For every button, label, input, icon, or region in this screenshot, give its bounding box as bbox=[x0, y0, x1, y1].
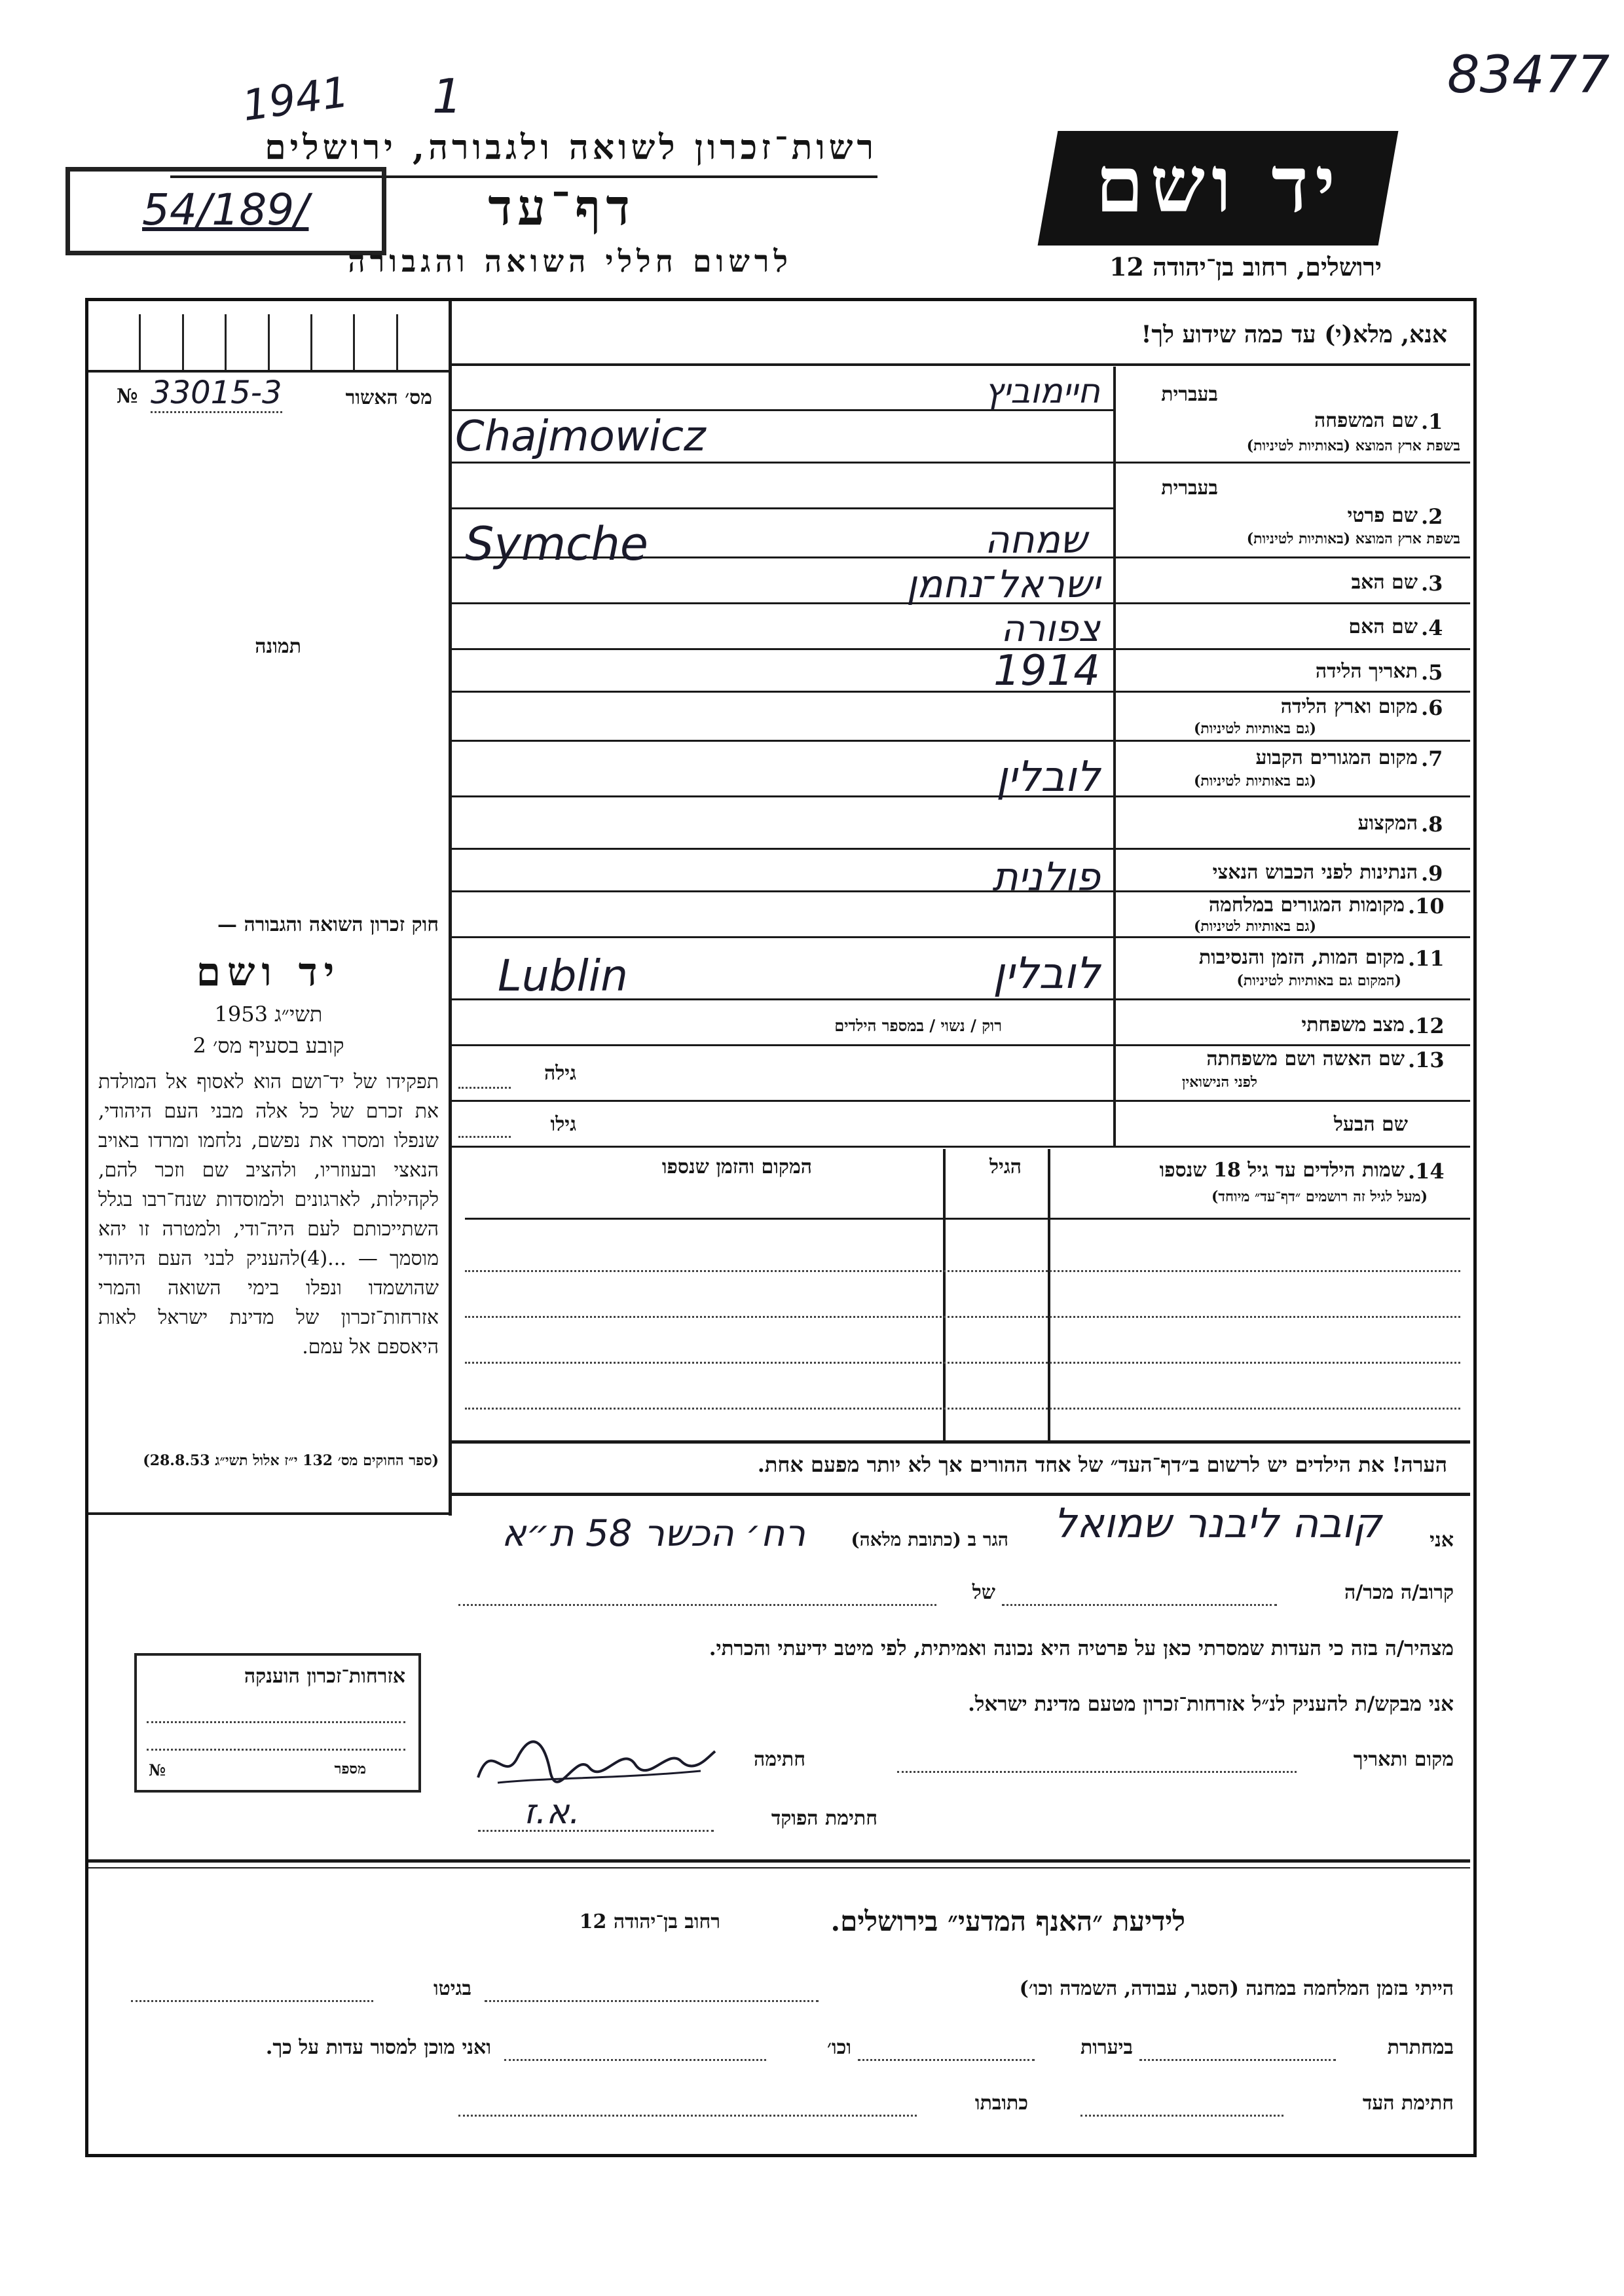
father-name-label: שם האב bbox=[1351, 571, 1418, 594]
num-12: .12 bbox=[1408, 1013, 1445, 1038]
num-7: .7 bbox=[1421, 746, 1443, 771]
children-col-rule-2 bbox=[943, 1149, 946, 1440]
citizenship-number-prefix: № bbox=[149, 1760, 166, 1779]
law-text: תפקידו של יד־ושם הוא לאסוף אל המולדת את זכרם של כל אלה מבני העם היהודי, שנפלו ומסרו את נפשם, נלחמו ומרדו באויב הנאצי ובעוזריו, ולהציב שם וזכר להם, לקהילות, לארגונים ולמוסדות שנח־רבו בגלל השתייכותם לעם היה־ודי, ולמטרה זו יהא מוסמך — ...(4)להעניק לבני העם היהודי שהושמדו ונפלו בימי השואה והמרי אזרחות־זכרון של מדינת ישראל לאות היאספם אל עמם. bbox=[98, 1070, 439, 1358]
of-line bbox=[458, 1604, 936, 1606]
children-header-rule bbox=[465, 1218, 1470, 1220]
relation-line bbox=[1002, 1604, 1277, 1606]
officer-signature-value: א.ז. bbox=[524, 1793, 580, 1832]
of-label: של bbox=[972, 1581, 995, 1604]
note-top-rule bbox=[452, 1440, 1470, 1444]
row-rule-2b bbox=[452, 507, 1113, 509]
witness-signature-line bbox=[1080, 2115, 1283, 2117]
signature-scribble bbox=[471, 1732, 720, 1791]
witness-address-line bbox=[458, 2115, 917, 2117]
signature-label: חתימה bbox=[754, 1748, 805, 1771]
nationality-label: הנתינות לפני הכבוש הנאצי bbox=[1212, 861, 1418, 884]
registration-stamp bbox=[65, 167, 386, 255]
residence-value: לובלין bbox=[996, 753, 1100, 801]
photo-label: תמונה bbox=[255, 635, 301, 658]
wife-name-sub: לפני הנישואין bbox=[1181, 1074, 1257, 1091]
left-top-rule bbox=[88, 370, 449, 373]
war-residence-sub: (גם באותיות לטיניות) bbox=[1193, 918, 1316, 935]
underground-line bbox=[1139, 2059, 1336, 2061]
instruction-rule bbox=[452, 363, 1470, 366]
form-title: דף־עד bbox=[488, 178, 635, 236]
address-value: רח׳ הכשר 58 ת״א bbox=[502, 1512, 805, 1555]
handwritten-year: 1941 bbox=[239, 68, 352, 131]
logo-text: יד ושם bbox=[1095, 139, 1342, 230]
citizenship-number-label: מספר bbox=[334, 1760, 366, 1777]
permit-value: 33015-3 bbox=[151, 374, 282, 413]
first-name-latin-value: Symche bbox=[465, 517, 648, 571]
birth-place-sub: (גם באותיות לטיניות) bbox=[1193, 720, 1316, 737]
bottom-section-rule bbox=[88, 1859, 1470, 1863]
ready-statement: ואני מוכן למסור עדות על כך. bbox=[265, 2036, 491, 2059]
declarant-label: אני bbox=[1430, 1529, 1454, 1552]
corner-number: 83477 bbox=[1447, 46, 1610, 105]
declarant-value: קובה ליבנר שמואל bbox=[1053, 1499, 1382, 1547]
address-line: ירושלים, רחוב בן־יהודה 12 bbox=[1109, 252, 1382, 282]
family-name-latin-note: בשפת ארץ המוצא (באותיות לטיניות) bbox=[1246, 437, 1460, 454]
permit-prefix: № bbox=[117, 385, 138, 408]
num-8: .8 bbox=[1421, 812, 1443, 837]
digit-boxes bbox=[98, 314, 439, 370]
address-label: הגר ב (כתובת מלאה) bbox=[851, 1529, 1008, 1550]
first-name-hebrew-value: שמחה bbox=[984, 517, 1087, 562]
first-name-label: שם פרטי bbox=[1347, 504, 1418, 527]
children-place-column: המקום והזמן שנספו bbox=[661, 1156, 812, 1178]
witness-signature-label: חתימת העד bbox=[1362, 2092, 1454, 2115]
citizenship-box-title: אזרחות־זכרון הוענקה bbox=[244, 1665, 405, 1688]
declarant-signature bbox=[471, 1732, 720, 1791]
birth-date-value: 1914 bbox=[993, 647, 1100, 695]
children-label: שמות הילדים עד גיל 18 שנספו bbox=[1159, 1159, 1405, 1182]
stamp-number: 54/189/ bbox=[142, 185, 309, 235]
first-name-latin-note: בשפת ארץ המוצא (באותיות לטיניות) bbox=[1246, 530, 1460, 547]
death-place-hebrew: לובלין bbox=[993, 948, 1100, 998]
residence-label: מקום המגורים הקבוע bbox=[1255, 746, 1418, 769]
etc-label: וכו׳ bbox=[827, 2036, 851, 2059]
marital-status-label: מצב משפחתי bbox=[1301, 1013, 1405, 1036]
instruction: אנא, מלא(י) עד כמה שידוע לך! bbox=[1141, 321, 1447, 348]
forests-line bbox=[858, 2059, 1035, 2061]
ghetto-label: בגיטו bbox=[433, 1977, 471, 2000]
bottom-heading: לידיעת ״האנף המדעי״ בירושלים. bbox=[830, 1905, 1185, 1937]
permit-label: מס׳ האשור bbox=[345, 386, 432, 409]
citizenship-box bbox=[134, 1653, 421, 1793]
citizenship-line-1 bbox=[147, 1721, 405, 1723]
note-bottom-rule bbox=[452, 1493, 1470, 1496]
children-sub: (מעל לגיל זה רושמים ״דף־עד״ מיוחד) bbox=[1211, 1188, 1428, 1205]
handwritten-number: 1 bbox=[432, 69, 462, 124]
relation-label: קרוב/ה מכר/ה bbox=[1344, 1581, 1454, 1604]
num-3: .3 bbox=[1421, 571, 1443, 596]
officer-signature-line bbox=[478, 1830, 714, 1832]
row-rule-13 bbox=[452, 1100, 1470, 1102]
forests-label: ביערות bbox=[1080, 2036, 1133, 2059]
children-row-4 bbox=[465, 1408, 1460, 1410]
num-1: .1 bbox=[1421, 409, 1443, 434]
num-2: .2 bbox=[1421, 504, 1443, 529]
num-4: .4 bbox=[1421, 615, 1443, 640]
labels-column-divider bbox=[1113, 367, 1116, 1146]
request: אני מבקש/ת להעניק לנ״ל אזרחות־זכרון מטעם מדינת ישראל. bbox=[968, 1692, 1454, 1716]
citizenship-line-2 bbox=[147, 1749, 405, 1751]
row-rule-8 bbox=[452, 848, 1470, 850]
law-clause: קובע בסעיף מס׳ 2 bbox=[193, 1033, 344, 1058]
underground-label: במחתרת bbox=[1387, 2036, 1454, 2059]
children-col-rule-1 bbox=[1048, 1149, 1050, 1440]
statement: מצהיר/ה בזה כי העדות שמסרתי כאן על פרטיה היא נכונה ואמיתית, לפי מיטב ידיעתי והכרתי. bbox=[709, 1637, 1454, 1660]
children-age-column: הגיל bbox=[989, 1156, 1022, 1178]
law-reference: (ספר החוקים מס׳ 132 י״ז אלול תשי״ג 28.8.53) bbox=[143, 1452, 439, 1469]
children-row-2 bbox=[465, 1316, 1460, 1318]
witness-address-label: כתובתו bbox=[974, 2092, 1028, 2115]
law-heading: חוק זכרון השואה והגבורה — bbox=[217, 913, 439, 936]
death-sub: (המקום גם באותיות לטיניות) bbox=[1236, 972, 1401, 989]
nationality-value: פולנית bbox=[992, 854, 1100, 900]
place-date-line bbox=[897, 1771, 1297, 1773]
num-5: .5 bbox=[1421, 660, 1443, 685]
row-rule-6 bbox=[452, 740, 1470, 742]
birth-place-label: מקום וארץ הלידה bbox=[1280, 695, 1418, 718]
camp-line bbox=[485, 2000, 819, 2002]
residence-sub: (גם באותיות לטיניות) bbox=[1193, 773, 1316, 790]
mother-name-label: שם האם bbox=[1348, 615, 1418, 638]
row-rule-10 bbox=[452, 936, 1470, 938]
num-13: .13 bbox=[1408, 1048, 1445, 1072]
marital-options: רוק / נשוי / במספר הילדים bbox=[834, 1016, 1002, 1035]
birth-date-label: תאריך הלידה bbox=[1315, 660, 1418, 683]
num-9: .9 bbox=[1421, 861, 1443, 886]
hebrew-tag-2: בעברית bbox=[1161, 477, 1218, 500]
family-name-hebrew-value: חיימוביץ bbox=[984, 372, 1100, 411]
ghetto-line bbox=[131, 2000, 373, 2002]
law-name: יד ושם bbox=[196, 949, 341, 995]
wife-age-line bbox=[458, 1087, 511, 1089]
family-name-latin-value: Chajmowicz bbox=[455, 412, 706, 461]
row-rule-1 bbox=[452, 462, 1470, 464]
wife-name-label: שם האשה ושם משפחתה bbox=[1206, 1048, 1405, 1070]
form-subtitle: לרשום חללי השואה והגבורה bbox=[348, 244, 792, 279]
husband-age-line bbox=[458, 1136, 511, 1138]
profession-label: המקצוע bbox=[1357, 812, 1418, 835]
mother-name-value: צפורה bbox=[1001, 608, 1100, 650]
wife-age-label: גילה bbox=[544, 1062, 576, 1085]
etc-line bbox=[504, 2059, 766, 2061]
death-label: מקום המות, הזמן והנסיבות bbox=[1198, 946, 1405, 969]
camp-line-label: הייתי בזמן המלחמה במחנה (הסגר, עבודה, השמדה וכו׳) bbox=[1019, 1977, 1454, 2000]
children-row-3 bbox=[465, 1362, 1460, 1364]
authority-line: רשות־זכרון לשואה ולגבורה, ירושלים bbox=[265, 128, 877, 168]
children-row-1 bbox=[465, 1270, 1460, 1272]
left-column-divider bbox=[449, 301, 452, 1516]
num-14: .14 bbox=[1408, 1159, 1445, 1184]
yad-vashem-logo bbox=[1038, 131, 1399, 246]
num-10: .10 bbox=[1408, 894, 1445, 919]
row-rule-husband bbox=[452, 1146, 1470, 1148]
num-11: .11 bbox=[1408, 946, 1445, 971]
law-year: תשי״ג 1953 bbox=[214, 1002, 323, 1027]
hebrew-tag-1: בעברית bbox=[1161, 383, 1218, 406]
row-rule-12 bbox=[452, 1044, 1470, 1046]
bottom-section-rule-2 bbox=[88, 1867, 1470, 1868]
death-place-latin: Lublin bbox=[498, 951, 628, 1001]
place-date-label: מקום ותאריך bbox=[1353, 1748, 1454, 1771]
husband-name-label: שם הבעל bbox=[1333, 1113, 1408, 1136]
officer-signature-label: חתימת הפוקד bbox=[771, 1807, 877, 1830]
war-residence-label: מקומות המגורים במלחמה bbox=[1208, 894, 1405, 917]
num-6: .6 bbox=[1421, 695, 1443, 720]
father-name-value: ישראל־נחמן bbox=[906, 562, 1100, 606]
bottom-heading-address: רחוב בן־יהודה 12 bbox=[579, 1910, 720, 1933]
husband-age-label: גילו bbox=[550, 1113, 576, 1136]
note: הערה! את הילדים יש לרשום ב״דף־העד״ של אחד ההורים אך לא יותר מפעם אחת. bbox=[757, 1452, 1447, 1477]
family-name-label: שם המשפחה bbox=[1314, 409, 1418, 432]
